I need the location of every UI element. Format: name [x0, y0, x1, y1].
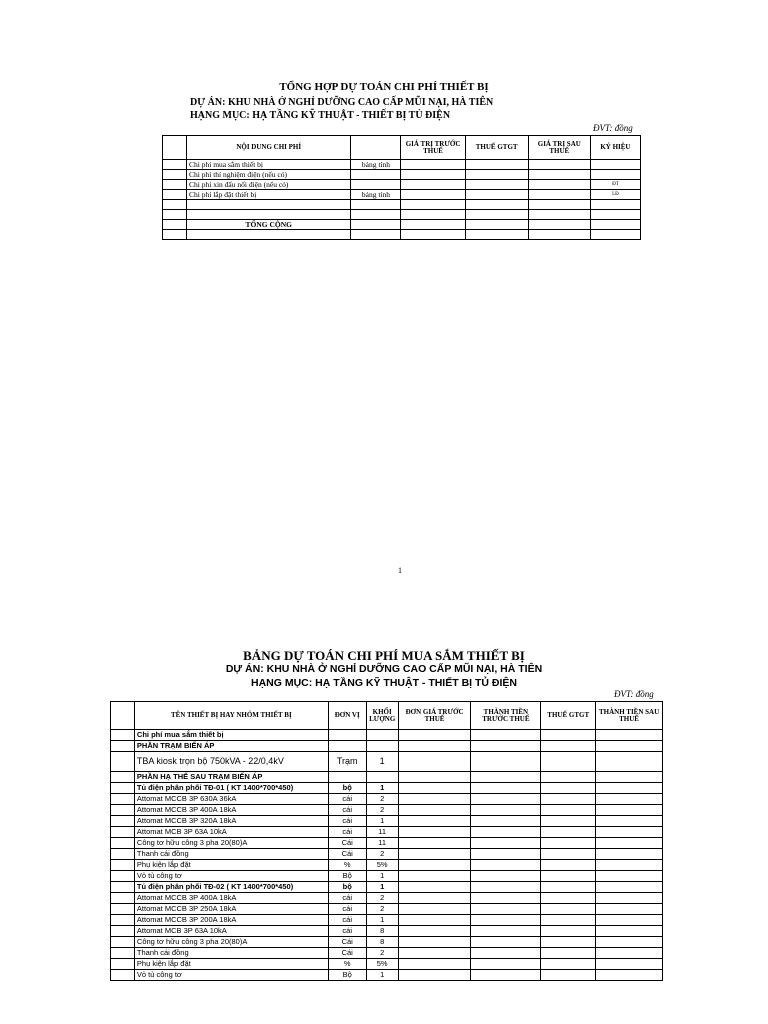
equipment-quantity: 11	[366, 827, 398, 838]
equipment-name: Attomat MCCB 3P 200A 18kA	[134, 915, 328, 926]
empty-cell	[471, 849, 541, 860]
cost-item-name	[187, 230, 351, 240]
empty-cell	[398, 871, 471, 882]
empty-cell	[541, 860, 596, 871]
empty-cell	[111, 805, 135, 816]
empty-cell	[596, 827, 663, 838]
empty-cell	[398, 860, 471, 871]
empty-cell	[111, 915, 135, 926]
empty-cell	[541, 849, 596, 860]
summary-header: GIÁ TRỊ TRƯỚC THUẾ	[401, 136, 465, 160]
summary-row	[163, 180, 641, 190]
cost-item-name: Chi phí thí nghiệm điện (nếu có)	[187, 170, 351, 180]
summary-row	[163, 160, 641, 170]
cost-item-name	[187, 200, 351, 210]
summary-row	[163, 230, 641, 240]
estimate-header	[111, 702, 135, 730]
empty-cell	[111, 893, 135, 904]
empty-cell	[111, 752, 135, 772]
empty-cell	[398, 816, 471, 827]
empty-cell	[111, 849, 135, 860]
cost-item-basis: bảng tính	[351, 190, 401, 200]
empty-cell	[596, 893, 663, 904]
equipment-row	[111, 827, 663, 838]
empty-cell	[528, 170, 590, 180]
empty-cell	[596, 926, 663, 937]
empty-cell	[596, 741, 663, 752]
empty-cell	[596, 838, 663, 849]
empty-cell	[528, 190, 590, 200]
equipment-row	[111, 816, 663, 827]
equipment-name: Attomat MCCB 3P 320A 18kA	[134, 816, 328, 827]
empty-cell	[541, 741, 596, 752]
cost-item-code: ĐT	[590, 180, 640, 190]
empty-cell	[541, 816, 596, 827]
equipment-unit: cái	[328, 904, 366, 915]
empty-cell	[528, 160, 590, 170]
equipment-name: Phụ kiện lắp đặt	[134, 860, 328, 871]
empty-cell	[471, 838, 541, 849]
estimate-header: TÊN THIẾT BỊ HAY NHÓM THIẾT BỊ	[134, 702, 328, 730]
equipment-quantity: 1	[366, 752, 398, 772]
equipment-unit: Trạm	[328, 752, 366, 772]
empty-cell	[111, 741, 135, 752]
equipment-row	[111, 752, 663, 772]
empty-cell	[398, 937, 471, 948]
equipment-quantity: 1	[366, 783, 398, 794]
empty-cell	[471, 871, 541, 882]
equipment-quantity: 1	[366, 871, 398, 882]
equipment-row	[111, 838, 663, 849]
empty-cell	[398, 772, 471, 783]
empty-cell	[541, 772, 596, 783]
empty-cell	[471, 827, 541, 838]
cost-item-code	[590, 170, 640, 180]
empty-cell	[401, 220, 465, 230]
empty-cell	[163, 170, 187, 180]
equipment-unit: bộ	[328, 882, 366, 893]
equipment-unit: cái	[328, 893, 366, 904]
empty-cell	[398, 948, 471, 959]
empty-cell	[596, 904, 663, 915]
empty-cell	[111, 772, 135, 783]
cost-item-basis	[351, 170, 401, 180]
empty-cell	[541, 838, 596, 849]
equipment-row	[111, 783, 663, 794]
empty-cell	[541, 893, 596, 904]
cost-item-code	[590, 210, 640, 220]
equipment-quantity: 1	[366, 970, 398, 981]
equipment-unit: cái	[328, 827, 366, 838]
empty-cell	[471, 752, 541, 772]
equipment-quantity: 1	[366, 915, 398, 926]
empty-cell	[465, 170, 528, 180]
equipment-row	[111, 937, 663, 948]
empty-cell	[471, 904, 541, 915]
equipment-unit	[328, 730, 366, 741]
estimate-project: DỰ ÁN: KHU NHÀ Ở NGHỈ DƯỠNG CAO CẤP MŨI NẠI, HÀ TIÊN	[225, 663, 543, 675]
estimate-header: ĐƠN GIÁ TRƯỚC THUẾ	[398, 702, 471, 730]
estimate-header: ĐƠN VỊ	[328, 702, 366, 730]
equipment-unit: cái	[328, 794, 366, 805]
equipment-unit: Cái	[328, 849, 366, 860]
equipment-quantity: 2	[366, 849, 398, 860]
cost-item-basis: bảng tính	[351, 160, 401, 170]
empty-cell	[111, 904, 135, 915]
equipment-unit: %	[328, 959, 366, 970]
empty-cell	[528, 230, 590, 240]
empty-cell	[163, 190, 187, 200]
equipment-quantity	[366, 772, 398, 783]
empty-cell	[465, 160, 528, 170]
empty-cell	[398, 752, 471, 772]
empty-cell	[111, 827, 135, 838]
equipment-row	[111, 849, 663, 860]
empty-cell	[528, 220, 590, 230]
empty-cell	[401, 180, 465, 190]
empty-cell	[471, 816, 541, 827]
equipment-quantity	[366, 741, 398, 752]
equipment-name: Attomat MCCB 3P 400A 18kA	[134, 893, 328, 904]
cost-item-code: LĐ	[590, 190, 640, 200]
equipment-row	[111, 926, 663, 937]
empty-cell	[111, 816, 135, 827]
estimate-category: HẠNG MỤC: HẠ TẦNG KỸ THUẬT - THIẾT BỊ TỦ ĐIỆN	[251, 677, 517, 689]
empty-cell	[111, 860, 135, 871]
empty-cell	[398, 915, 471, 926]
empty-cell	[471, 783, 541, 794]
empty-cell	[541, 948, 596, 959]
empty-cell	[471, 730, 541, 741]
equipment-row	[111, 915, 663, 926]
summary-row	[163, 190, 641, 200]
equipment-row	[111, 741, 663, 752]
empty-cell	[401, 210, 465, 220]
empty-cell	[471, 970, 541, 981]
empty-cell	[541, 915, 596, 926]
empty-cell	[398, 838, 471, 849]
equipment-row	[111, 871, 663, 882]
empty-cell	[163, 230, 187, 240]
equipment-row	[111, 860, 663, 871]
equipment-name: Tủ điện phân phối TĐ-01 ( KT 1400*700*450)	[134, 783, 328, 794]
empty-cell	[541, 783, 596, 794]
equipment-name: Attomat MCB 3P 63A 10kA	[134, 827, 328, 838]
summary-category: HẠNG MỤC: HẠ TẦNG KỸ THUẬT - THIẾT BỊ TỦ ĐIỆN	[190, 110, 451, 121]
empty-cell	[471, 741, 541, 752]
equipment-row	[111, 805, 663, 816]
equipment-name: Phụ kiện lắp đặt	[134, 959, 328, 970]
empty-cell	[471, 926, 541, 937]
equipment-quantity: 5%	[366, 959, 398, 970]
empty-cell	[541, 937, 596, 948]
equipment-quantity: 11	[366, 838, 398, 849]
empty-cell	[398, 970, 471, 981]
equipment-name: Attomat MCB 3P 63A 10kA	[134, 926, 328, 937]
summary-unit-note: ĐVT: đồng	[593, 123, 633, 133]
estimate-unit-note: ĐVT: đồng	[614, 689, 654, 699]
empty-cell	[541, 871, 596, 882]
equipment-unit	[328, 772, 366, 783]
equipment-name: Attomat MCCB 3P 250A 18kA	[134, 904, 328, 915]
empty-cell	[163, 180, 187, 190]
empty-cell	[596, 816, 663, 827]
cost-item-name: TỔNG CỘNG	[187, 220, 351, 230]
equipment-name: Công tơ hữu công 3 pha 20(80)A	[134, 937, 328, 948]
empty-cell	[111, 970, 135, 981]
equipment-name: Attomat MCCB 3P 630A 36kA	[134, 794, 328, 805]
equipment-quantity: 2	[366, 893, 398, 904]
equipment-unit: cái	[328, 926, 366, 937]
equipment-row	[111, 970, 663, 981]
equipment-unit: cái	[328, 816, 366, 827]
equipment-name: PHẦN HẠ THẾ SAU TRẠM BIẾN ÁP	[134, 772, 328, 783]
equipment-quantity: 2	[366, 904, 398, 915]
summary-project: DỰ ÁN: KHU NHÀ Ở NGHỈ DƯỠNG CAO CẤP MŨI NẠI, HÀ TIÊN	[190, 97, 494, 108]
cost-item-basis	[351, 220, 401, 230]
empty-cell	[465, 180, 528, 190]
empty-cell	[541, 827, 596, 838]
empty-cell	[596, 882, 663, 893]
empty-cell	[111, 937, 135, 948]
empty-cell	[541, 794, 596, 805]
empty-cell	[541, 904, 596, 915]
empty-cell	[111, 959, 135, 970]
empty-cell	[401, 190, 465, 200]
summary-header: GIÁ TRỊ SAU THUẾ	[528, 136, 590, 160]
empty-cell	[111, 871, 135, 882]
summary-table	[162, 135, 641, 240]
equipment-name: Chi phí mua sắm thiết bị	[134, 730, 328, 741]
equipment-unit: Cái	[328, 948, 366, 959]
empty-cell	[111, 948, 135, 959]
equipment-unit: bộ	[328, 783, 366, 794]
equipment-unit: Bộ	[328, 970, 366, 981]
estimate-title: BẢNG DỰ TOÁN CHI PHÍ MUA SẮM THIẾT BỊ	[243, 648, 525, 663]
cost-item-name: Chi phí lắp đặt thiết bị	[187, 190, 351, 200]
empty-cell	[163, 160, 187, 170]
empty-cell	[398, 741, 471, 752]
equipment-row	[111, 772, 663, 783]
equipment-quantity: 1	[366, 882, 398, 893]
empty-cell	[528, 210, 590, 220]
summary-row	[163, 170, 641, 180]
empty-cell	[596, 937, 663, 948]
empty-cell	[465, 200, 528, 210]
empty-cell	[471, 805, 541, 816]
empty-cell	[398, 959, 471, 970]
summary-header	[163, 136, 187, 160]
equipment-row	[111, 794, 663, 805]
summary-row	[163, 220, 641, 230]
summary-row	[163, 200, 641, 210]
empty-cell	[471, 893, 541, 904]
equipment-row	[111, 948, 663, 959]
empty-cell	[163, 210, 187, 220]
cost-item-name	[187, 210, 351, 220]
empty-cell	[471, 772, 541, 783]
empty-cell	[596, 948, 663, 959]
empty-cell	[596, 959, 663, 970]
empty-cell	[596, 772, 663, 783]
empty-cell	[111, 794, 135, 805]
empty-cell	[471, 948, 541, 959]
empty-cell	[465, 210, 528, 220]
empty-cell	[465, 190, 528, 200]
empty-cell	[401, 170, 465, 180]
equipment-quantity: 1	[366, 816, 398, 827]
empty-cell	[163, 220, 187, 230]
empty-cell	[596, 915, 663, 926]
equipment-row	[111, 959, 663, 970]
empty-cell	[596, 849, 663, 860]
empty-cell	[471, 794, 541, 805]
equipment-quantity: 2	[366, 948, 398, 959]
equipment-name: Vỏ tủ công tơ	[134, 970, 328, 981]
equipment-row	[111, 893, 663, 904]
empty-cell	[111, 783, 135, 794]
empty-cell	[398, 904, 471, 915]
equipment-unit: Cái	[328, 937, 366, 948]
empty-cell	[398, 827, 471, 838]
equipment-unit: cái	[328, 805, 366, 816]
equipment-name: Attomat MCCB 3P 400A 18kA	[134, 805, 328, 816]
equipment-quantity	[366, 730, 398, 741]
equipment-row	[111, 882, 663, 893]
empty-cell	[398, 893, 471, 904]
empty-cell	[401, 160, 465, 170]
empty-cell	[111, 730, 135, 741]
empty-cell	[111, 838, 135, 849]
estimate-header: THUẾ GTGT	[541, 702, 596, 730]
empty-cell	[471, 959, 541, 970]
equipment-quantity: 5%	[366, 860, 398, 871]
empty-cell	[401, 230, 465, 240]
empty-cell	[398, 882, 471, 893]
summary-title: TỔNG HỢP DỰ TOÁN CHI PHÍ THIẾT BỊ	[279, 81, 489, 93]
equipment-quantity: 2	[366, 805, 398, 816]
empty-cell	[465, 220, 528, 230]
equipment-quantity: 2	[366, 794, 398, 805]
empty-cell	[471, 937, 541, 948]
cost-item-code	[590, 220, 640, 230]
empty-cell	[528, 180, 590, 190]
empty-cell	[401, 200, 465, 210]
page-number: 1	[398, 566, 402, 575]
empty-cell	[398, 794, 471, 805]
equipment-unit	[328, 741, 366, 752]
equipment-row	[111, 730, 663, 741]
empty-cell	[398, 926, 471, 937]
empty-cell	[398, 783, 471, 794]
empty-cell	[541, 970, 596, 981]
empty-cell	[528, 200, 590, 210]
empty-cell	[541, 959, 596, 970]
cost-item-name: Chi phí xin đấu nối điện (nếu có)	[187, 180, 351, 190]
empty-cell	[541, 752, 596, 772]
cost-item-code	[590, 230, 640, 240]
empty-cell	[596, 752, 663, 772]
summary-header	[351, 136, 401, 160]
summary-row	[163, 210, 641, 220]
cost-item-basis	[351, 200, 401, 210]
equipment-name: Thanh cái đồng	[134, 849, 328, 860]
cost-item-basis	[351, 230, 401, 240]
empty-cell	[398, 730, 471, 741]
summary-header: NỘI DUNG CHI PHÍ	[187, 136, 351, 160]
empty-cell	[471, 915, 541, 926]
empty-cell	[465, 230, 528, 240]
equipment-unit: %	[328, 860, 366, 871]
estimate-header: THÀNH TIỀN TRƯỚC THUẾ	[471, 702, 541, 730]
empty-cell	[398, 805, 471, 816]
equipment-name: Thanh cái đồng	[134, 948, 328, 959]
equipment-unit: cái	[328, 915, 366, 926]
empty-cell	[471, 860, 541, 871]
equipment-name: Công tơ hữu công 3 pha 20(80)A	[134, 838, 328, 849]
estimate-header: KHỐI LƯỢNG	[366, 702, 398, 730]
empty-cell	[163, 200, 187, 210]
cost-item-basis	[351, 180, 401, 190]
empty-cell	[541, 882, 596, 893]
empty-cell	[111, 926, 135, 937]
empty-cell	[596, 805, 663, 816]
cost-item-code	[590, 160, 640, 170]
equipment-name: Vỏ tủ công tơ	[134, 871, 328, 882]
empty-cell	[111, 882, 135, 893]
empty-cell	[541, 926, 596, 937]
cost-item-name: Chi phí mua sắm thiết bị	[187, 160, 351, 170]
equipment-name: TBA kiosk trọn bộ 750kVA - 22/0,4kV	[134, 752, 328, 772]
cost-item-basis	[351, 210, 401, 220]
empty-cell	[541, 805, 596, 816]
equipment-name: PHẦN TRẠM BIẾN ÁP	[134, 741, 328, 752]
empty-cell	[596, 783, 663, 794]
equipment-unit: Bộ	[328, 871, 366, 882]
summary-header: THUẾ GTGT	[465, 136, 528, 160]
empty-cell	[596, 794, 663, 805]
empty-cell	[596, 730, 663, 741]
equipment-row	[111, 904, 663, 915]
estimate-header: THÀNH TIỀN SAU THUẾ	[596, 702, 663, 730]
empty-cell	[596, 860, 663, 871]
equipment-quantity: 8	[366, 926, 398, 937]
empty-cell	[471, 882, 541, 893]
empty-cell	[541, 730, 596, 741]
equipment-name: Tủ điện phân phối TĐ-02 ( KT 1400*700*450)	[134, 882, 328, 893]
estimate-table	[110, 701, 663, 981]
summary-header: KÝ HIỆU	[590, 136, 640, 160]
empty-cell	[596, 970, 663, 981]
equipment-quantity: 8	[366, 937, 398, 948]
empty-cell	[398, 849, 471, 860]
cost-item-code	[590, 200, 640, 210]
equipment-unit: Cái	[328, 838, 366, 849]
empty-cell	[596, 871, 663, 882]
